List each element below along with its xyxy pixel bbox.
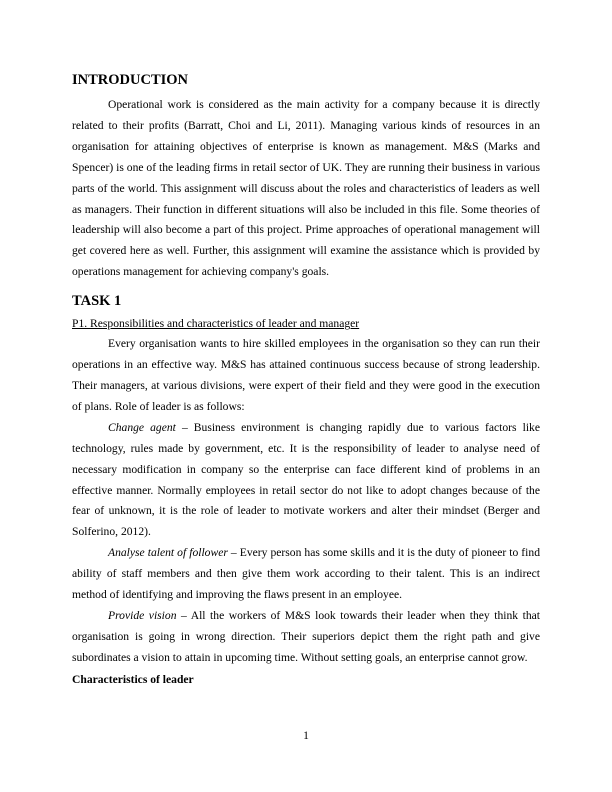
role-term: Provide vision: [108, 608, 177, 622]
role-text: – Every person has some skills and it is the duty of pioneer to find ability of staff members and then give them work according to their talent. This is an indirect method of identifying and improving the flaws present in an employee.: [72, 546, 540, 602]
page-number: 1: [303, 729, 309, 742]
task1-heading: TASK 1: [72, 293, 122, 310]
role-analyse-talent: [72, 543, 540, 606]
role-provide-vision: [72, 606, 540, 669]
task1-intro-paragraph: Every organisation wants to hire skilled employees in the organisation so they can run their operations in an effective way. M&S has attained continuous success because of strong leadership. Their managers, at various divisions, were expert of their field and they were good in the execution of plans. Role of leader is as follows:: [72, 337, 540, 413]
role-term: Analyse talent of follower: [108, 546, 228, 560]
task1-subheading: [72, 316, 540, 332]
introduction-heading: INTRODUCTION: [72, 72, 189, 88]
role-text: – Business environment is changing rapidly due to various factors like technology, rules made by government, etc. It is the responsibility of leader to analyse need of necessary modification in company so the enterprise can face different kind of problems in an effective manner. Normally employees in retail sector do not like to adopt changes because of the fear of unknown, it is the role of leader to motivate workers and alter their mindset (Berger and Solferino, 2012).: [72, 420, 540, 539]
role-text: – All the workers of M&S look towards their leader when they think that organisation is going in wrong direction. Their superiors depict them the right path and give subordinates a vision to attain in upcoming time. Without setting goals, an enterprise cannot grow.: [72, 608, 540, 664]
task1-subheading-text: P1. Responsibilities and characteristics of leader and manager: [72, 317, 360, 331]
introduction-paragraph: Operational work is considered as the main activity for a company because it is directly related to their profits (Barratt, Choi and Li, 2011). Managing various kinds of resources in an organisation for attaining objectives of enterprise is known as management. M&S (Marks and Spencer) is one of the leading firms in retail sector of UK. They are running their business in various parts of the world. This assignment will discuss about the roles and characteristics of leaders as well as managers. Their function in different situations will also be included in this file. Some theories of leadership will also become a part of this project. Prime approaches of operational management will get covered here as well. Further, this assignment will examine the assistance which is provided by operations management for achieving company's goals.: [72, 98, 540, 279]
role-change-agent: [72, 418, 540, 543]
document-page: [72, 72, 540, 690]
characteristics-heading: Characteristics of leader: [72, 672, 194, 686]
role-term: Change agent: [108, 420, 176, 434]
